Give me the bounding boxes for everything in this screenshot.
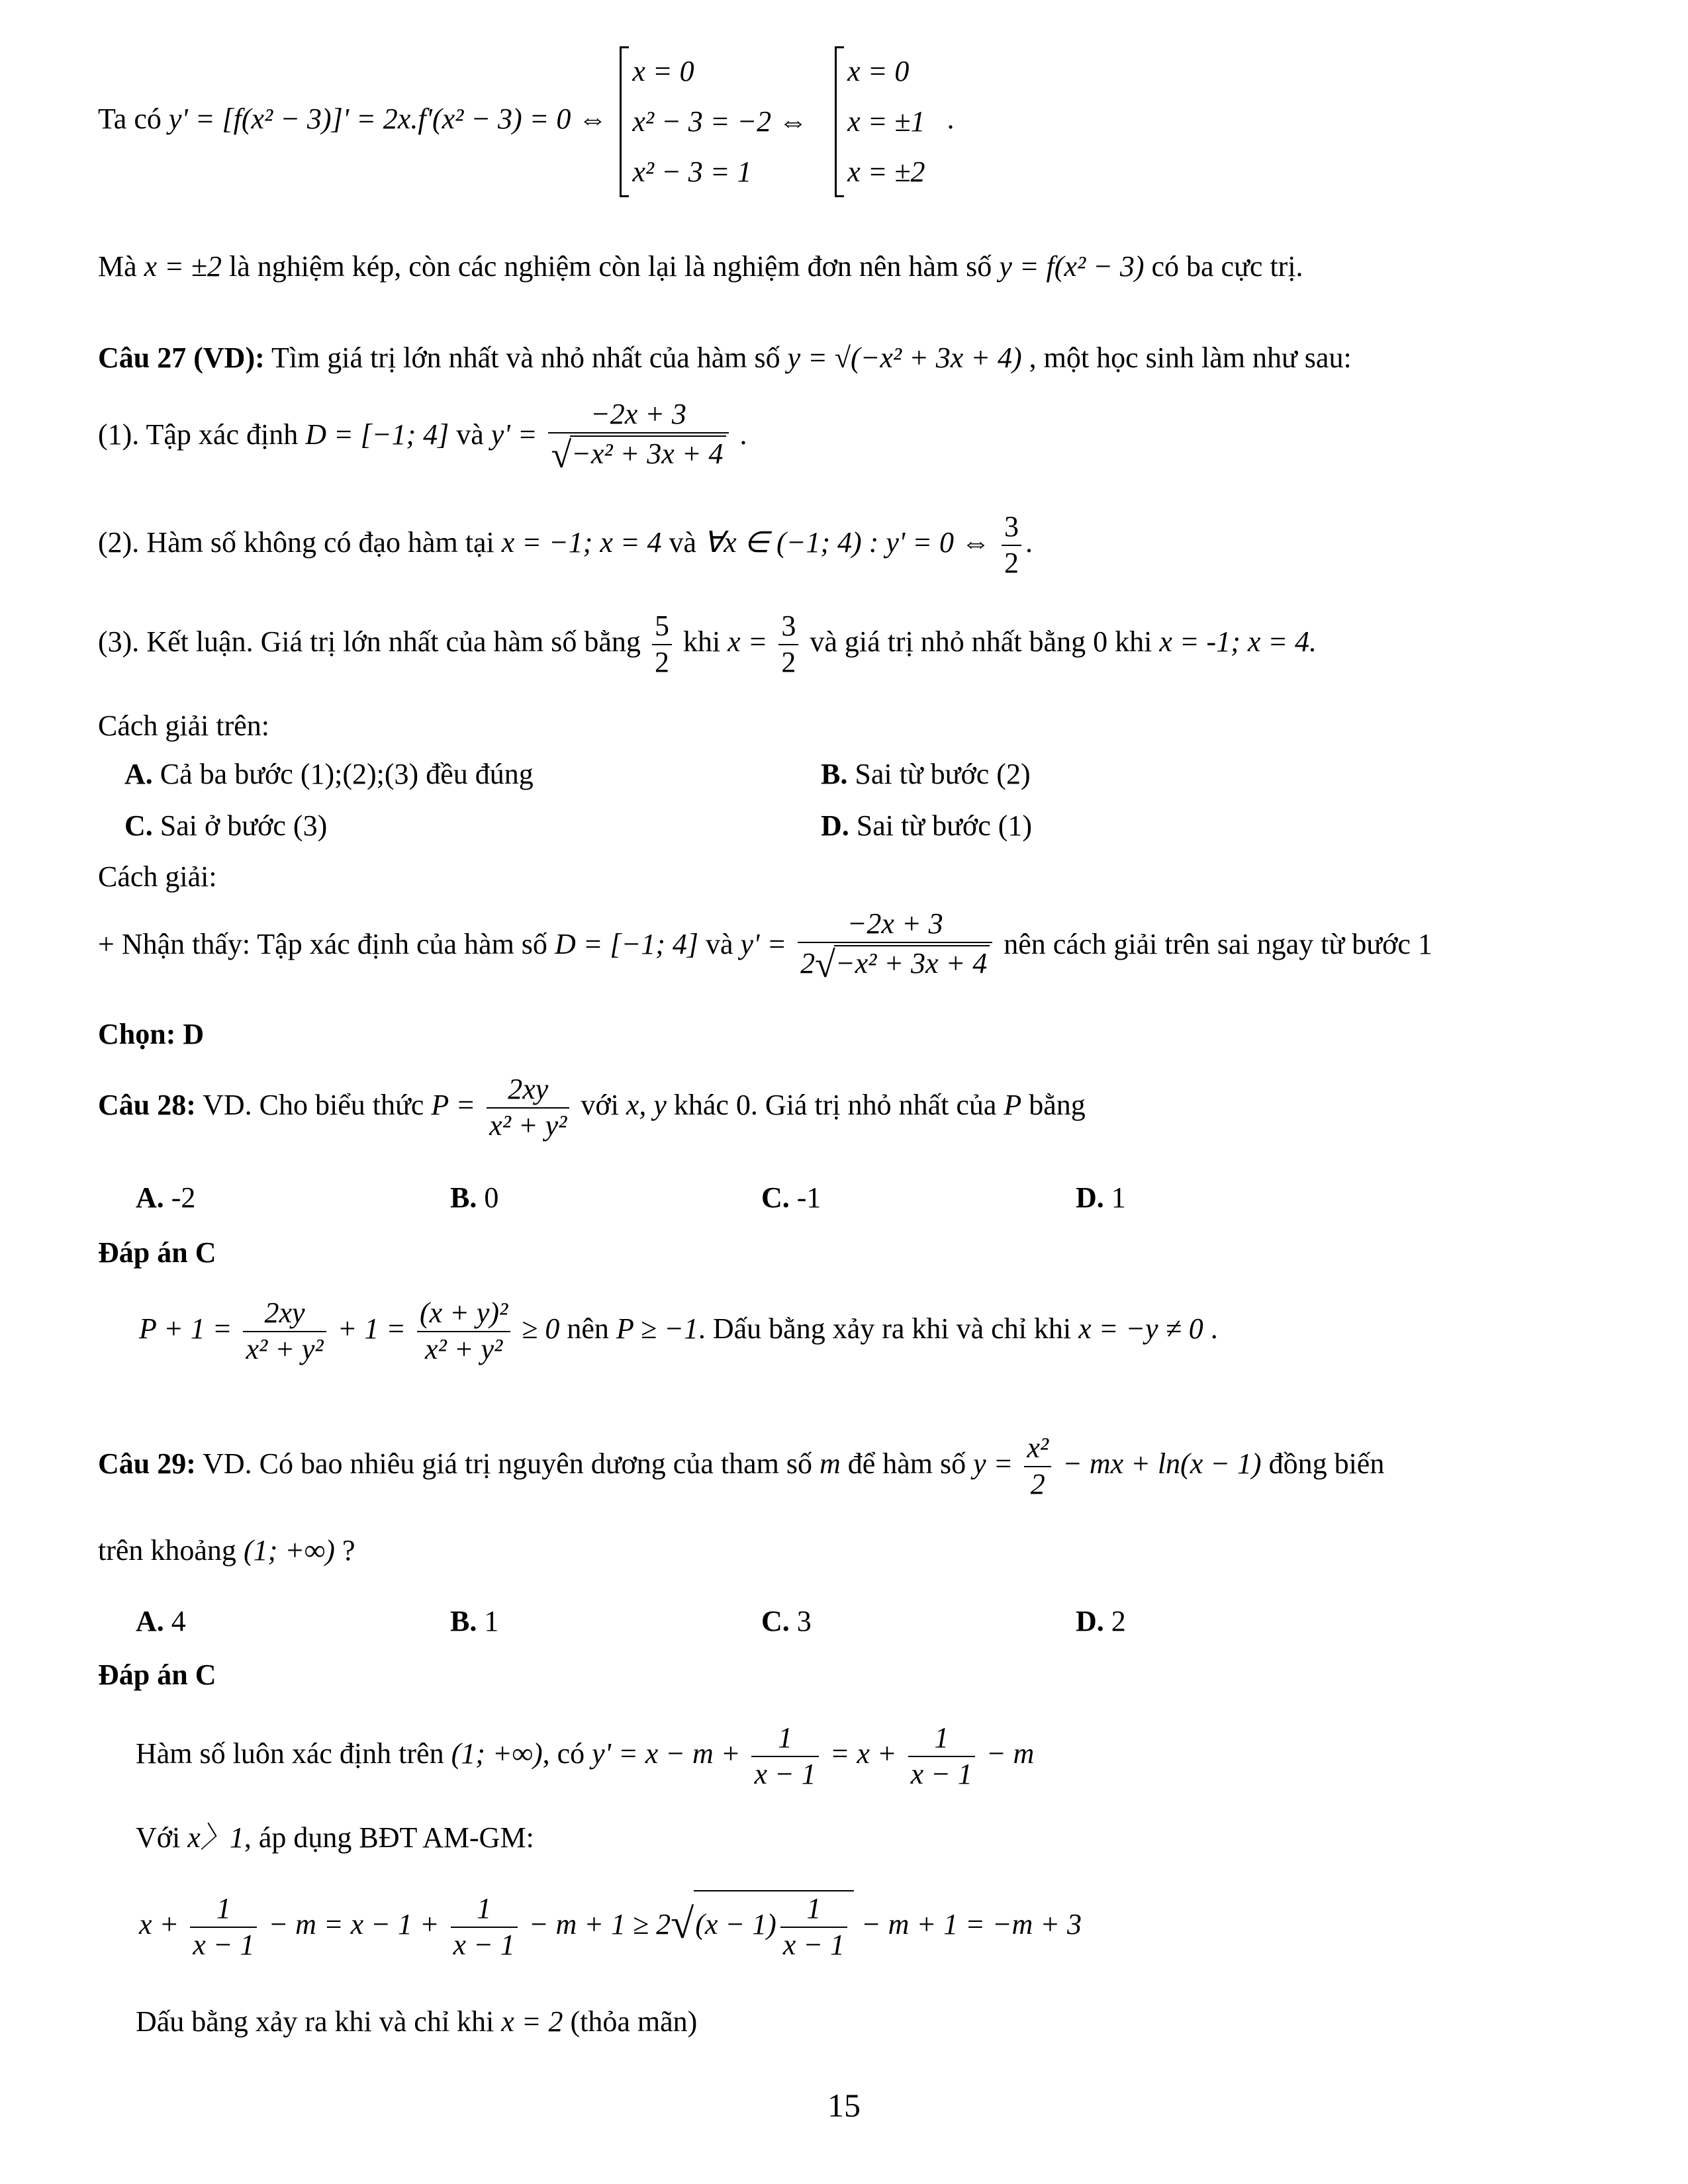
- math: − mx + ln(x − 1): [1062, 1447, 1262, 1480]
- q28-option-c: [761, 1181, 821, 1214]
- system1-row: x² − 3 = 1: [632, 156, 752, 188]
- system2-row: x = 0: [847, 55, 910, 87]
- q27-step-1: [98, 397, 747, 478]
- fraction: [908, 1721, 975, 1792]
- text: nên cách giải trên sai ngay từ bước 1: [1004, 928, 1432, 961]
- numerator: (x + y)²: [417, 1296, 510, 1332]
- denominator: √−x² + 3x + 4: [548, 433, 728, 478]
- denominator: x − 1: [453, 1928, 515, 1961]
- fraction: [190, 1891, 257, 1963]
- text: và: [706, 928, 733, 961]
- math: x, y: [626, 1088, 667, 1121]
- fraction: [1024, 1431, 1051, 1502]
- math: + 1 =: [337, 1312, 406, 1345]
- text: , có: [542, 1737, 585, 1770]
- numerator: 1: [780, 1891, 847, 1928]
- math: x = -1; x = 4.: [1159, 625, 1317, 658]
- math: y =: [973, 1447, 1013, 1480]
- q28-solution: [139, 1296, 1218, 1367]
- radicand: [694, 1890, 854, 1963]
- fraction: [1002, 510, 1021, 581]
- math: ≥ 0: [522, 1312, 560, 1345]
- denominator: x − 1: [193, 1928, 255, 1961]
- q28-option-d: [1076, 1181, 1126, 1214]
- numerator: −2x + 3: [798, 907, 992, 943]
- option-text: 4: [171, 1605, 186, 1637]
- q27-step-3: [98, 609, 1317, 680]
- q27-option-c: [124, 809, 327, 842]
- math: − m = x − 1 +: [268, 1907, 440, 1940]
- intro-derivative-line: [98, 46, 955, 197]
- denominator: x² + y²: [425, 1332, 503, 1365]
- q29-solution-step-2: [136, 1821, 534, 1855]
- math: − m + 1 = −m + 3: [861, 1907, 1082, 1940]
- fraction: [751, 1721, 818, 1792]
- text: và giá trị nhỏ nhất bằng 0 khi: [810, 625, 1152, 658]
- denominator: 2: [1004, 546, 1019, 579]
- option-text: Sai từ bước (2): [855, 758, 1031, 790]
- q27-option-d: [821, 809, 1032, 842]
- text: để hàm số: [847, 1447, 966, 1480]
- math: D = [−1; 4]: [554, 928, 698, 961]
- text: có ba cực trị.: [1151, 250, 1303, 283]
- denominator: 2√−x² + 3x + 4: [798, 943, 992, 987]
- option-letter: D.: [1076, 1181, 1104, 1214]
- option-letter: C.: [761, 1605, 790, 1637]
- option-letter: B.: [450, 1181, 477, 1214]
- denominator: x − 1: [782, 1928, 845, 1961]
- coefficient: 2: [800, 946, 816, 979]
- q29-solution-step-3: x + $\frac{1}{x - 1}$ − m = x − 1 + $\frac{1}{x - 1}$ − m + 1 ≥ 2√(x − 1) $\frac{1}{x - 1}$ − m + 1 = −m + 3: [139, 1890, 1082, 1963]
- numerator: 2xy: [487, 1072, 569, 1109]
- q29-answer: Đáp án C: [98, 1659, 216, 1691]
- option-letter: A.: [124, 758, 153, 790]
- fraction: [780, 1891, 847, 1963]
- math: = x +: [829, 1737, 897, 1770]
- q27-option-b: [821, 757, 1031, 791]
- option-text: 1: [484, 1605, 499, 1637]
- text: khác 0. Giá trị nhỏ nhất của: [673, 1088, 997, 1121]
- text: Hàm số luôn xác định trên: [136, 1737, 444, 1770]
- numerator: 3: [1002, 510, 1021, 546]
- text: bằng: [1029, 1088, 1086, 1121]
- math: x +: [139, 1907, 179, 1940]
- q28-option-b: [450, 1181, 498, 1214]
- text: và: [669, 525, 697, 559]
- text: và: [456, 418, 484, 451]
- numerator: 2xy: [243, 1296, 326, 1332]
- text: Với: [136, 1821, 181, 1854]
- math: P: [1004, 1088, 1022, 1121]
- math: x = −1; x = 4: [501, 525, 662, 559]
- math: D = [−1; 4]: [305, 418, 449, 451]
- system2-row: x = ±2: [847, 156, 925, 188]
- math: y' = x − m +: [592, 1737, 741, 1770]
- text: ?: [342, 1534, 355, 1567]
- text: đồng biến: [1268, 1447, 1385, 1480]
- math: P + 1 =: [139, 1312, 232, 1345]
- radicand: −x² + 3x + 4: [834, 945, 990, 981]
- text: Tìm giá trị lớn nhất và nhỏ nhất của hàm số: [271, 341, 780, 374]
- text: VD. Cho biểu thức: [203, 1088, 424, 1121]
- denominator: 2: [781, 645, 796, 678]
- intro-conclusion: [98, 250, 1303, 284]
- numerator: x²: [1024, 1431, 1051, 1467]
- math: ∀x ∈ (−1; 4) : y' = 0 ⇔: [704, 525, 990, 559]
- math: − m + 1 ≥ 2: [528, 1907, 671, 1940]
- q29-option-c: [761, 1604, 812, 1638]
- intro-system-1: [620, 46, 817, 197]
- text: , một học sinh làm như sau:: [1029, 341, 1352, 374]
- text: trên khoảng: [98, 1534, 236, 1567]
- radicand: −x² + 3x + 4: [570, 435, 726, 472]
- fraction: [487, 1072, 569, 1144]
- q29-option-d: [1076, 1604, 1126, 1638]
- numerator: −2x + 3: [548, 397, 728, 433]
- option-letter: B.: [821, 758, 848, 790]
- text: VD. Có bao nhiêu giá trị nguyên dương của tham số: [203, 1447, 812, 1480]
- intro-ta-co: Ta có: [98, 103, 162, 136]
- math: P =: [431, 1088, 476, 1121]
- numerator: 1: [908, 1721, 975, 1757]
- option-letter: C.: [124, 809, 153, 842]
- q27-function: y = √(−x² + 3x + 4): [787, 341, 1022, 374]
- option-text: Sai ở bước (3): [160, 809, 328, 842]
- denominator: 2: [1030, 1467, 1045, 1500]
- option-letter: D.: [821, 809, 849, 842]
- q29-option-b: [450, 1604, 498, 1638]
- numerator: 1: [190, 1891, 257, 1928]
- math: (1; +∞): [451, 1737, 543, 1770]
- math: y' =: [740, 928, 787, 961]
- option-text: 0: [484, 1181, 499, 1214]
- math: (1; +∞): [243, 1534, 335, 1567]
- denominator: x² + y²: [246, 1332, 324, 1365]
- text: Dấu bằng xảy ra khi và chỉ khi: [136, 2005, 494, 2038]
- q27-answer: Chọn: D: [98, 1018, 205, 1050]
- option-text: Sai từ bước (1): [856, 809, 1033, 842]
- text: (thỏa mãn): [570, 2005, 698, 2038]
- text: khi: [682, 625, 721, 658]
- fraction: [417, 1296, 510, 1367]
- numerator: 5: [652, 609, 672, 645]
- math: y' =: [491, 418, 538, 451]
- q29-label: Câu 29:: [98, 1447, 196, 1480]
- q29-statement: [98, 1431, 1384, 1502]
- fraction: [243, 1296, 326, 1367]
- math: x = −y ≠ 0: [1078, 1312, 1203, 1345]
- option-letter: A.: [136, 1181, 164, 1214]
- option-text: 1: [1111, 1181, 1126, 1214]
- text: (3). Kết luận. Giá trị lớn nhất của hàm số bằng: [98, 625, 641, 658]
- math: y = f(x² − 3): [999, 250, 1145, 283]
- q27-label: Câu 27 (VD):: [98, 341, 265, 374]
- text: nên: [567, 1312, 609, 1345]
- intro-system-end: .: [947, 103, 955, 136]
- text: . Dấu bằng xảy ra khi và chỉ khi: [698, 1312, 1072, 1345]
- text: với: [581, 1088, 619, 1121]
- math: − m: [986, 1737, 1035, 1770]
- q28-label: Câu 28:: [98, 1088, 196, 1121]
- q28-option-a: [136, 1181, 195, 1214]
- option-text: -1: [796, 1181, 821, 1214]
- math: x = ±2: [144, 250, 222, 283]
- option-letter: D.: [1076, 1605, 1104, 1637]
- q27-prompt: Cách giải trên:: [98, 709, 270, 742]
- system1-row: x² − 3 = −2 ⇔: [632, 105, 808, 138]
- system1-row: x = 0: [632, 55, 694, 87]
- math: P ≥ −1: [616, 1312, 698, 1345]
- math: (x − 1): [695, 1907, 776, 1940]
- q29-statement-cont: [98, 1534, 355, 1568]
- q27-solution-label: Cách giải:: [98, 860, 217, 893]
- option-letter: A.: [136, 1605, 164, 1637]
- math: x〉1: [187, 1821, 244, 1854]
- fraction: [652, 609, 672, 680]
- fraction: [778, 609, 798, 680]
- math: m: [819, 1447, 841, 1480]
- denominator: 2: [654, 645, 669, 678]
- text: .: [1210, 1312, 1218, 1345]
- denominator: x² + y²: [489, 1109, 567, 1142]
- option-text: Cả ba bước (1);(2);(3) đều đúng: [160, 758, 534, 790]
- option-letter: C.: [761, 1181, 790, 1214]
- option-letter: B.: [450, 1605, 477, 1637]
- numerator: 1: [751, 1721, 818, 1757]
- system2-row: x = ±1: [847, 105, 925, 138]
- numerator: 1: [451, 1891, 518, 1928]
- text: (2). Hàm số không có đạo hàm tại: [98, 525, 494, 559]
- math: x = 2: [501, 2005, 563, 2038]
- math: x =: [727, 625, 768, 658]
- q27-option-a: [124, 757, 534, 791]
- q27-statement: [98, 341, 1352, 375]
- q27-step-2: [98, 510, 1033, 581]
- text: .: [739, 418, 747, 451]
- q29-solution-step-1: [136, 1721, 1034, 1792]
- fraction: [548, 397, 728, 478]
- text: là nghiệm kép, còn các nghiệm còn lại là nghiệm đơn nên hàm số: [229, 250, 992, 283]
- q27-solution: [98, 907, 1432, 987]
- intro-derivative-eq: y' = [f(x² − 3)]' = 2x.f'(x² − 3) = 0 ⇔: [168, 103, 608, 136]
- option-text: 3: [796, 1605, 812, 1637]
- intro-system-2: [835, 46, 934, 197]
- text: (1). Tập xác định: [98, 418, 299, 451]
- fraction: [451, 1891, 518, 1963]
- option-text: 2: [1111, 1605, 1126, 1637]
- q28-answer: Đáp án C: [98, 1236, 216, 1269]
- page-number: 15: [827, 2087, 861, 2124]
- numerator: 3: [778, 609, 798, 645]
- denominator: x − 1: [754, 1757, 816, 1790]
- text: Mà: [98, 250, 137, 283]
- q29-option-a: [136, 1604, 186, 1638]
- option-text: -2: [171, 1181, 196, 1214]
- denominator: x − 1: [910, 1757, 972, 1790]
- text: , áp dụng BĐT AM-GM:: [244, 1821, 534, 1854]
- text: .: [1025, 525, 1033, 559]
- q28-statement: [98, 1072, 1086, 1144]
- q29-solution-step-4: [136, 2005, 697, 2039]
- text: + Nhận thấy: Tập xác định của hàm số: [98, 928, 547, 961]
- fraction: [798, 907, 992, 987]
